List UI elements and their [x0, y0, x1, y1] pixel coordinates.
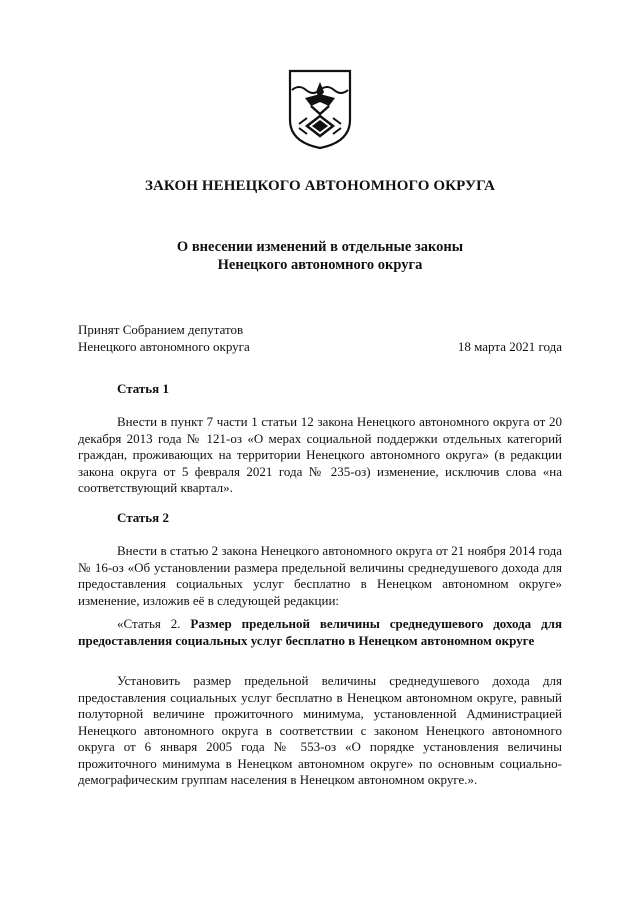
article-1-heading: Статья 1 [117, 381, 169, 396]
adoption-date: 18 марта 2021 года [457, 339, 562, 354]
article-2-text: Внести в статью 2 закона Ненецкого автономного округа от 21 ноября 2014 года № 16-оз «Об установлении размера предельной величины среднедушевого дохода для предоставления социальных услуг бесплатно в Ненецком автономном округе» изменение, изложив её в следующей редакции: [78, 543, 562, 608]
quoted-article-title: Размер предельной величины среднедушевого дохода для предоставления социальных услуг бесплатно в Ненецком автономном округе [78, 616, 562, 648]
quoted-article-text: Установить размер предельной величины среднедушевого дохода для предоставления социальных услуг бесплатно в Ненецком автономном округе, равный полуторной величине прожиточного минимума, установленной Администрацией Ненецкого автономного округа в соответствии с законом Ненецкого автономного округа от 6 января 2005 года № 553-оз «О порядке установления величины прожиточного минимума в Ненецком автономном округе» по основным социально-демографическим группам населения в Ненецком автономном округе.». [78, 673, 562, 787]
article-1-text: Внести в пункт 7 части 1 статьи 12 закона Ненецкого автономного округа от 20 декабря 2013 года № 121-оз «О мерах социальной поддержки отдельных категорий граждан, проживающих на территории Ненецкого автономного округа» (в редакции закона округа от 5 февраля 2021 года № 235-оз) изменение, исключив слова «на соответствующий квартал». [78, 414, 562, 495]
subtitle-line-1: О внесении изменений в отдельные законы [176, 239, 464, 255]
adopted-by-line-2: Ненецкого автономного округа [78, 339, 250, 354]
quoted-article-heading [78, 616, 562, 649]
quoted-article-prefix: «Статья 2. [117, 616, 191, 631]
subtitle-line-2: Ненецкого автономного округа [217, 257, 423, 273]
law-subtitle [0, 238, 640, 274]
adoption-block [78, 321, 562, 355]
law-title: ЗАКОН НЕНЕЦКОГО АВТОНОМНОГО ОКРУГА [144, 178, 496, 194]
adopted-by-line-1: Принят Собранием депутатов [78, 322, 244, 337]
coat-of-arms-icon [287, 68, 353, 150]
article-2-heading: Статья 2 [117, 510, 169, 525]
